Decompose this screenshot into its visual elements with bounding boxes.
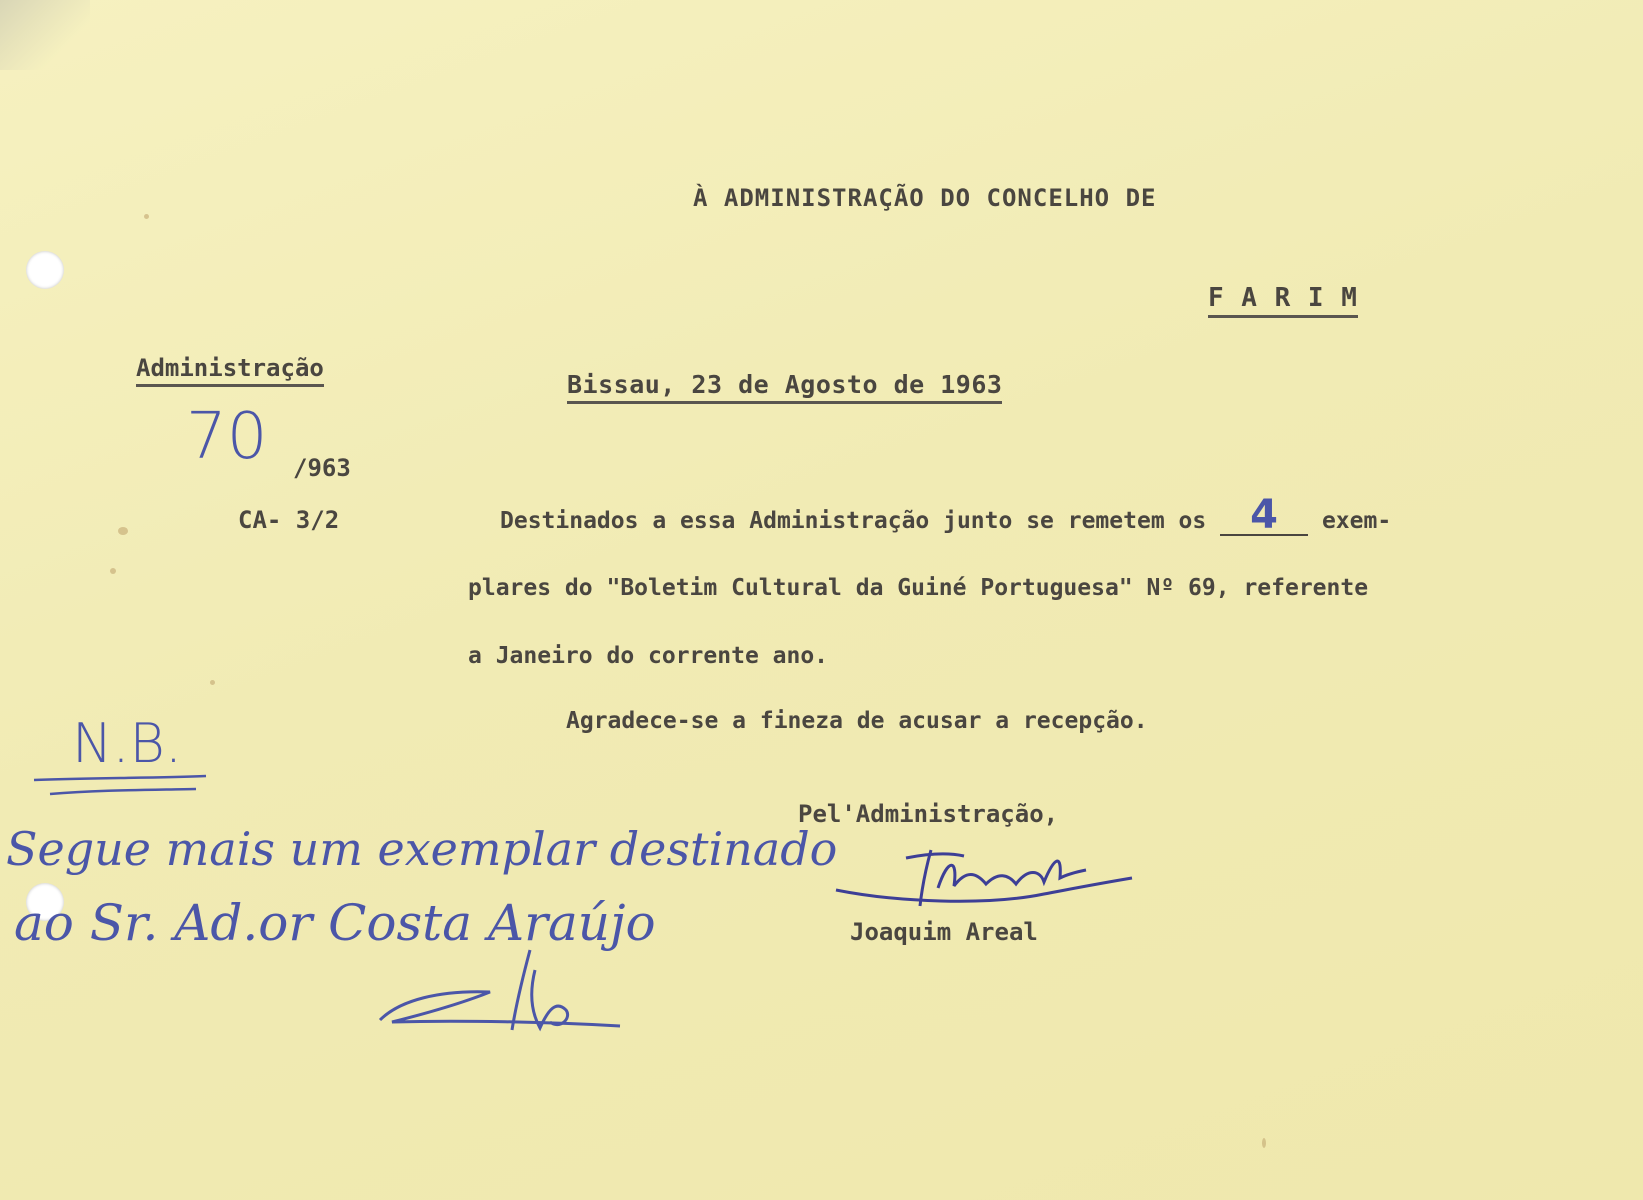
note-heading-underline	[28, 770, 228, 800]
recipient-place: F A R I M	[1208, 283, 1358, 318]
stain-spot	[210, 680, 215, 685]
note-initials	[380, 930, 630, 1040]
signatory-name: Joaquim Areal	[850, 918, 1038, 946]
stain-spot	[118, 527, 128, 535]
count-handwritten: 4	[1250, 492, 1278, 538]
body-line-3: a Janeiro do corrente ano.	[468, 643, 829, 669]
punch-hole-top	[26, 251, 64, 289]
date-line: Bissau, 23 de Agosto de 1963	[567, 370, 1002, 404]
recipient-line: À ADMINISTRAÇÃO DO CONCELHO DE	[693, 184, 1157, 212]
office-label: Administração	[136, 354, 324, 387]
stain-spot	[1262, 1138, 1266, 1148]
folded-corner	[0, 0, 90, 70]
note-line-2: ao Sr. Ad.or Costa Araújo	[14, 894, 656, 952]
stain-spot	[110, 568, 116, 574]
body-line-2: plares do "Boletim Cultural da Guiné Portuguesa" Nº 69, referente	[468, 575, 1369, 601]
note-heading: N.B.	[72, 712, 183, 775]
body-line-1	[500, 492, 1392, 538]
reference-code: CA- 3/2	[238, 506, 340, 534]
count-blank	[1220, 492, 1308, 538]
closing-line: Pel'Administração,	[798, 800, 1059, 828]
reference-number-handwritten: 70	[186, 400, 268, 474]
body-line-1-text: Destinados a essa Administração junto se remetem os	[500, 508, 1207, 534]
reference-year: /963	[293, 454, 351, 482]
body-line-1-end: exem-	[1321, 508, 1392, 534]
body-line-4: Agradece-se a fineza de acusar a recepção.	[566, 708, 1148, 734]
note-line-1: Segue mais um exemplar destinado	[6, 822, 838, 876]
stain-spot	[144, 214, 149, 219]
